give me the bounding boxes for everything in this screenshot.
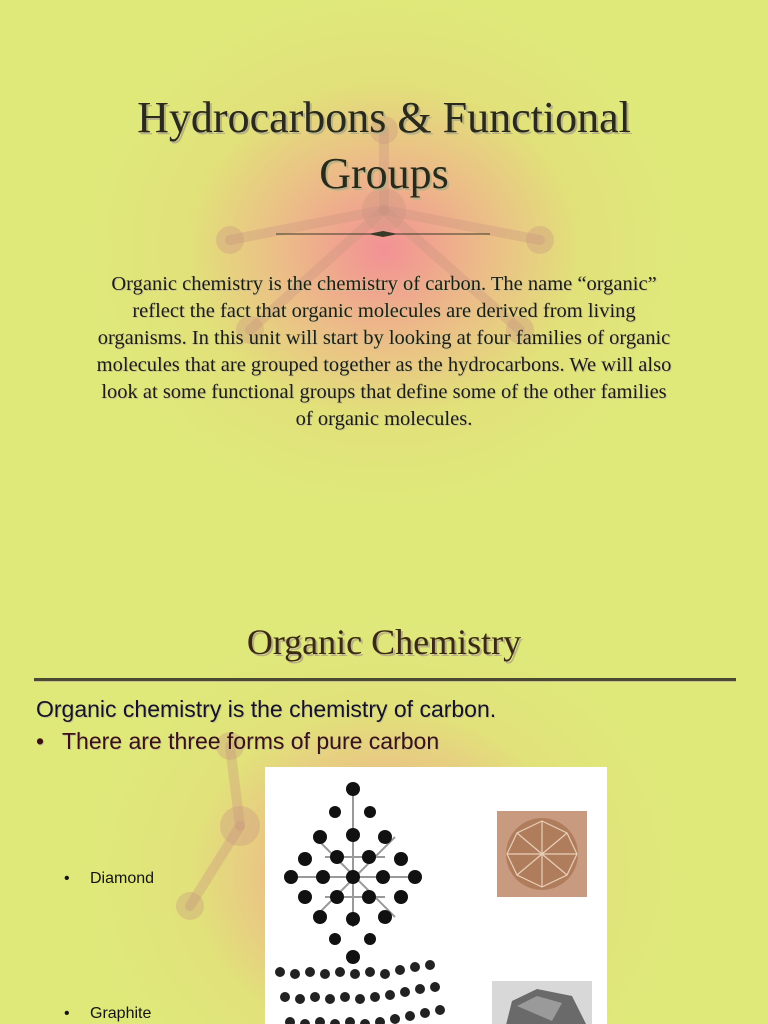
bullet-text: There are three forms of pure carbon <box>62 728 440 754</box>
sub-bullet-text: Graphite <box>90 1005 152 1022</box>
diamond-photo <box>497 811 587 897</box>
sub-bullet-text: Diamond <box>90 870 155 887</box>
bullet-item <box>36 728 439 755</box>
slide-2 <box>0 576 768 1024</box>
title-divider <box>276 226 490 242</box>
title-rule <box>34 678 736 682</box>
body-line: Organic chemistry is the chemistry of carbon. <box>36 696 497 722</box>
bullet-icon: • <box>64 870 70 887</box>
sub-bullet-diamond <box>64 870 154 888</box>
bullet-icon: • <box>64 1005 70 1022</box>
graphite-photo <box>492 981 592 1024</box>
slide-title: Hydrocarbons & Functional Groups <box>137 93 631 198</box>
slide-title: Organic Chemistry <box>246 622 522 662</box>
intro-paragraph: Organic chemistry is the chemistry of carbon. The name “organic” reflect the fact that organic molecules are derived from living organisms. In this unit will start by looking at four families of organic molecules that are grouped together as the hydrocarbons. We will also look at some functional groups that define some of the other families of organic molecules. <box>96 273 672 430</box>
bullet-icon: • <box>36 728 45 754</box>
sub-bullet-graphite <box>64 1005 151 1023</box>
